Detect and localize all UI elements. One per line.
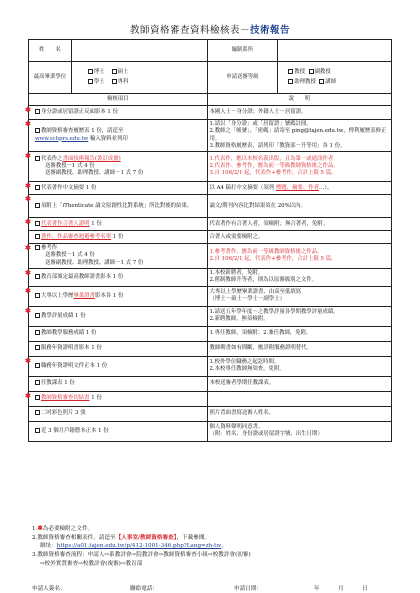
degree-options: 博士 碩士 學士 專科 — [71, 62, 207, 94]
item-description: 合著人或需要檢附之。 — [207, 231, 392, 244]
required-star-icon: ✱ — [25, 355, 31, 365]
table-row — [29, 376, 392, 391]
checkbox[interactable] — [35, 221, 40, 226]
check-item: 任教課表 1 份 — [29, 376, 208, 391]
url-link[interactable]: https://a01.tajen.edu.tw/p/412-1001-346.php?Lang=zh-tw — [56, 543, 222, 550]
table-row — [29, 391, 392, 406]
checkbox[interactable] — [309, 69, 314, 74]
check-item: ✱ 教師資格審查切結書 1 份 — [29, 391, 208, 406]
required-star-icon: ✱ — [25, 243, 31, 253]
item-description: 本校送審者學期任教課表。 — [207, 376, 392, 391]
required-star-icon: ✱ — [25, 151, 31, 161]
checkbox[interactable] — [35, 185, 40, 190]
checkbox[interactable] — [35, 234, 40, 239]
table-row — [29, 120, 392, 152]
table-row — [29, 152, 392, 182]
check-item: ✱ 身分證或居留證正反面影本 1 份 — [29, 106, 208, 120]
checkbox[interactable] — [35, 330, 40, 335]
table-row — [29, 195, 392, 218]
checkbox[interactable] — [35, 313, 40, 318]
check-item: ✱ 教師資格審查履歷表 1 份，請逕至 www.schprs.edu.tw 輸入資料並列印 — [29, 120, 208, 152]
check-item: ✱ 教學評量成績 1 份 — [29, 306, 208, 326]
table-row — [29, 421, 392, 441]
table-row — [29, 244, 392, 269]
name-value[interactable] — [71, 40, 207, 62]
dept-label: 編制系所 — [207, 40, 278, 62]
item-description: 1.參考著作，應為前一等級教師資格後之作品。 2.自 106/2/1 起，代表作+參考作，合計上限 5 篇。 — [207, 244, 392, 269]
required-star-icon: ✱ — [25, 181, 31, 191]
required-star-icon: ✱ — [25, 105, 31, 114]
checkbox[interactable] — [319, 79, 324, 84]
col-desc-header: 說 明 — [207, 94, 392, 106]
checkbox[interactable] — [288, 79, 293, 84]
name-label: 姓 名 — [29, 40, 72, 62]
rank-options: 教授 副教授 助理教授 講師 — [278, 62, 392, 94]
checkbox[interactable] — [35, 410, 40, 415]
table-row — [29, 356, 392, 376]
check-item: ✱ 代表作之書面技術報告(裝訂成冊) 送審教授－1 式 4 份 送審副教授、助理教授、講師－1 式 7 份 — [29, 152, 208, 182]
table-row — [29, 269, 392, 287]
signature-line: 申請人簽名： 聯絡電話： 申請日期： 年 月 日 — [32, 586, 368, 592]
checkbox[interactable] — [35, 274, 40, 279]
item-description: 1.代表作，應以本校名義出版，且為第一或通訊作者 2.代表作、參考作，應為前一等級教師資格後之作品。 3.自 106/2/1 起，代表作+參考作，合計上限 5 篇。 — [207, 152, 392, 182]
check-item: ✱ 職務年資證明文件正本 1 份 — [29, 356, 208, 376]
table-row — [29, 182, 392, 195]
table-row — [29, 406, 392, 421]
check-item: ✱ 須附上「iThenticate 論文原創性比對系統」所比對後的結果。 — [29, 195, 208, 218]
checkbox[interactable] — [35, 245, 40, 250]
check-item: 近 3 個月戶籍謄本正本 1 份 — [29, 421, 208, 441]
degree-label: 最高畢業學位 — [29, 62, 72, 94]
required-star-icon: ✱ — [25, 194, 31, 204]
title-sub: 技術報告 — [250, 25, 291, 36]
item-description: 大專以上學歷畢業證書、由高至低填寫 （博士－碩士－學士－副學士） — [207, 286, 392, 306]
check-item: ✱ 代表著作合著人證明 1 份 — [29, 218, 208, 231]
checkbox[interactable] — [35, 293, 40, 298]
check-item: ✱ 教育部頒定最高教師證書影本 1 份 — [29, 269, 208, 287]
checkbox[interactable] — [35, 380, 40, 385]
check-item: 服務年資證明書影本 1 份 — [29, 341, 208, 356]
checkbox[interactable] — [88, 69, 93, 74]
item-description: 1.專任教師，須檢附；2.兼任教師，免附。 — [207, 326, 392, 341]
checkbox[interactable] — [35, 128, 40, 133]
checkbox[interactable] — [35, 156, 40, 161]
checkbox[interactable] — [35, 109, 40, 114]
item-description: 個人資料聲明同意書。 （附：姓名、身份證或居留證字號、出生日期） — [207, 421, 392, 441]
required-star-icon: ✱ — [25, 390, 31, 400]
table-row — [29, 106, 392, 120]
check-item: 二吋彩色照片 3 張 — [29, 406, 208, 421]
page-title: 教師資格審查資料檢核表－技術報告 — [129, 25, 291, 36]
check-item: ✱ 參考作 送審教授－1 式 4 份 送審副教授、助理教授、講師－1 式 7 份 — [29, 244, 208, 269]
item-description: 論文/期刊內容比對結果須在 20%以內。 — [207, 195, 392, 218]
check-item: 教師教學服務成績 1 份 — [29, 326, 208, 341]
required-star-icon: ✱ — [25, 305, 31, 315]
site-link[interactable]: www.schprs.edu.tw — [35, 135, 89, 142]
checkbox[interactable] — [35, 203, 40, 208]
item-description: 本國人士－身分證；外籍人士－居留證。 — [207, 106, 392, 120]
table-row — [29, 341, 392, 356]
checkbox[interactable] — [112, 69, 117, 74]
notes: 1.✱為必要檢附之文件。 2.教師資格審查相關表件，請逕至【人事室/教師資格審查】，下載參閱。 網址：https://a01.tajen.edu.tw/p/412-1001-346.php?Lang=zh-tw。 3.教師資格審查流程：申請人⇨系教評會⇨院教評會⇨教師資格審查小組⇨校教評會(初審) ⇨校外實質審查⇨校教評會(複審)⇨教育部 — [32, 524, 251, 567]
table-row — [29, 218, 392, 231]
item-description: 以 A4 稿打中文摘要（須列 標題、摘要、作者…）。 — [207, 182, 392, 195]
table-row — [29, 306, 392, 326]
rank-label: 申請送審等級 — [207, 62, 278, 94]
item-description: 1.請以「身分證」或「居留證」號碼註冊。 2.教師之「帳號」、「密碼」請寄至 ping@tajen.edu.tw，俾利履歷表修正用。 3.教師資格履歷表，請列印「教資部－升等用」各 1 份。 — [207, 120, 392, 152]
required-star-icon: ✱ — [37, 524, 43, 532]
check-item: ✱ 代表著作中文摘要 1 份 — [29, 182, 208, 195]
required-star-icon: ✱ — [25, 285, 31, 295]
required-star-icon: ✱ — [25, 119, 31, 128]
check-item: ✱ 大專以上學歷畢業證書影本各 1 份 — [29, 286, 208, 306]
checkbox[interactable] — [35, 428, 40, 433]
table-row — [29, 231, 392, 244]
item-description: 1.校外學位職務之起訖時間。 2.本校專任教師無須查，免附。 — [207, 356, 392, 376]
table-row — [29, 326, 392, 341]
check-item: 著作、作品審查迴避參考名單 1 份 — [29, 231, 208, 244]
item-description: 代表著作有合著人者，須檢附；無合著者，免附。 — [207, 218, 392, 231]
item-description: 教師聘書如有間斷，應詳附服務證明替代。 — [207, 341, 392, 356]
checkbox[interactable] — [88, 79, 93, 84]
col-item-header: 檢核項目 — [29, 94, 208, 106]
required-star-icon: ✱ — [25, 268, 31, 278]
checkbox[interactable] — [112, 79, 117, 84]
item-description: 1.請送五年學年度～之教學評量各學期教學評量成績。 2.新聘教師，無須檢附。 — [207, 306, 392, 326]
required-star-icon: ✱ — [25, 217, 31, 227]
item-description: 照片背面書寫送審人姓名。 — [207, 406, 392, 421]
dept-value[interactable] — [278, 40, 392, 62]
checklist-table — [25, 39, 392, 442]
checkbox[interactable] — [35, 345, 40, 350]
table-row — [29, 286, 392, 306]
checkbox[interactable] — [288, 69, 293, 74]
item-description: 1.本校新聘者，免附。 2.舊制教師升等者，則為以原審級別之文件。 — [207, 269, 392, 287]
item-description — [207, 391, 392, 406]
checkbox[interactable] — [35, 395, 40, 400]
checkbox[interactable] — [35, 363, 40, 368]
